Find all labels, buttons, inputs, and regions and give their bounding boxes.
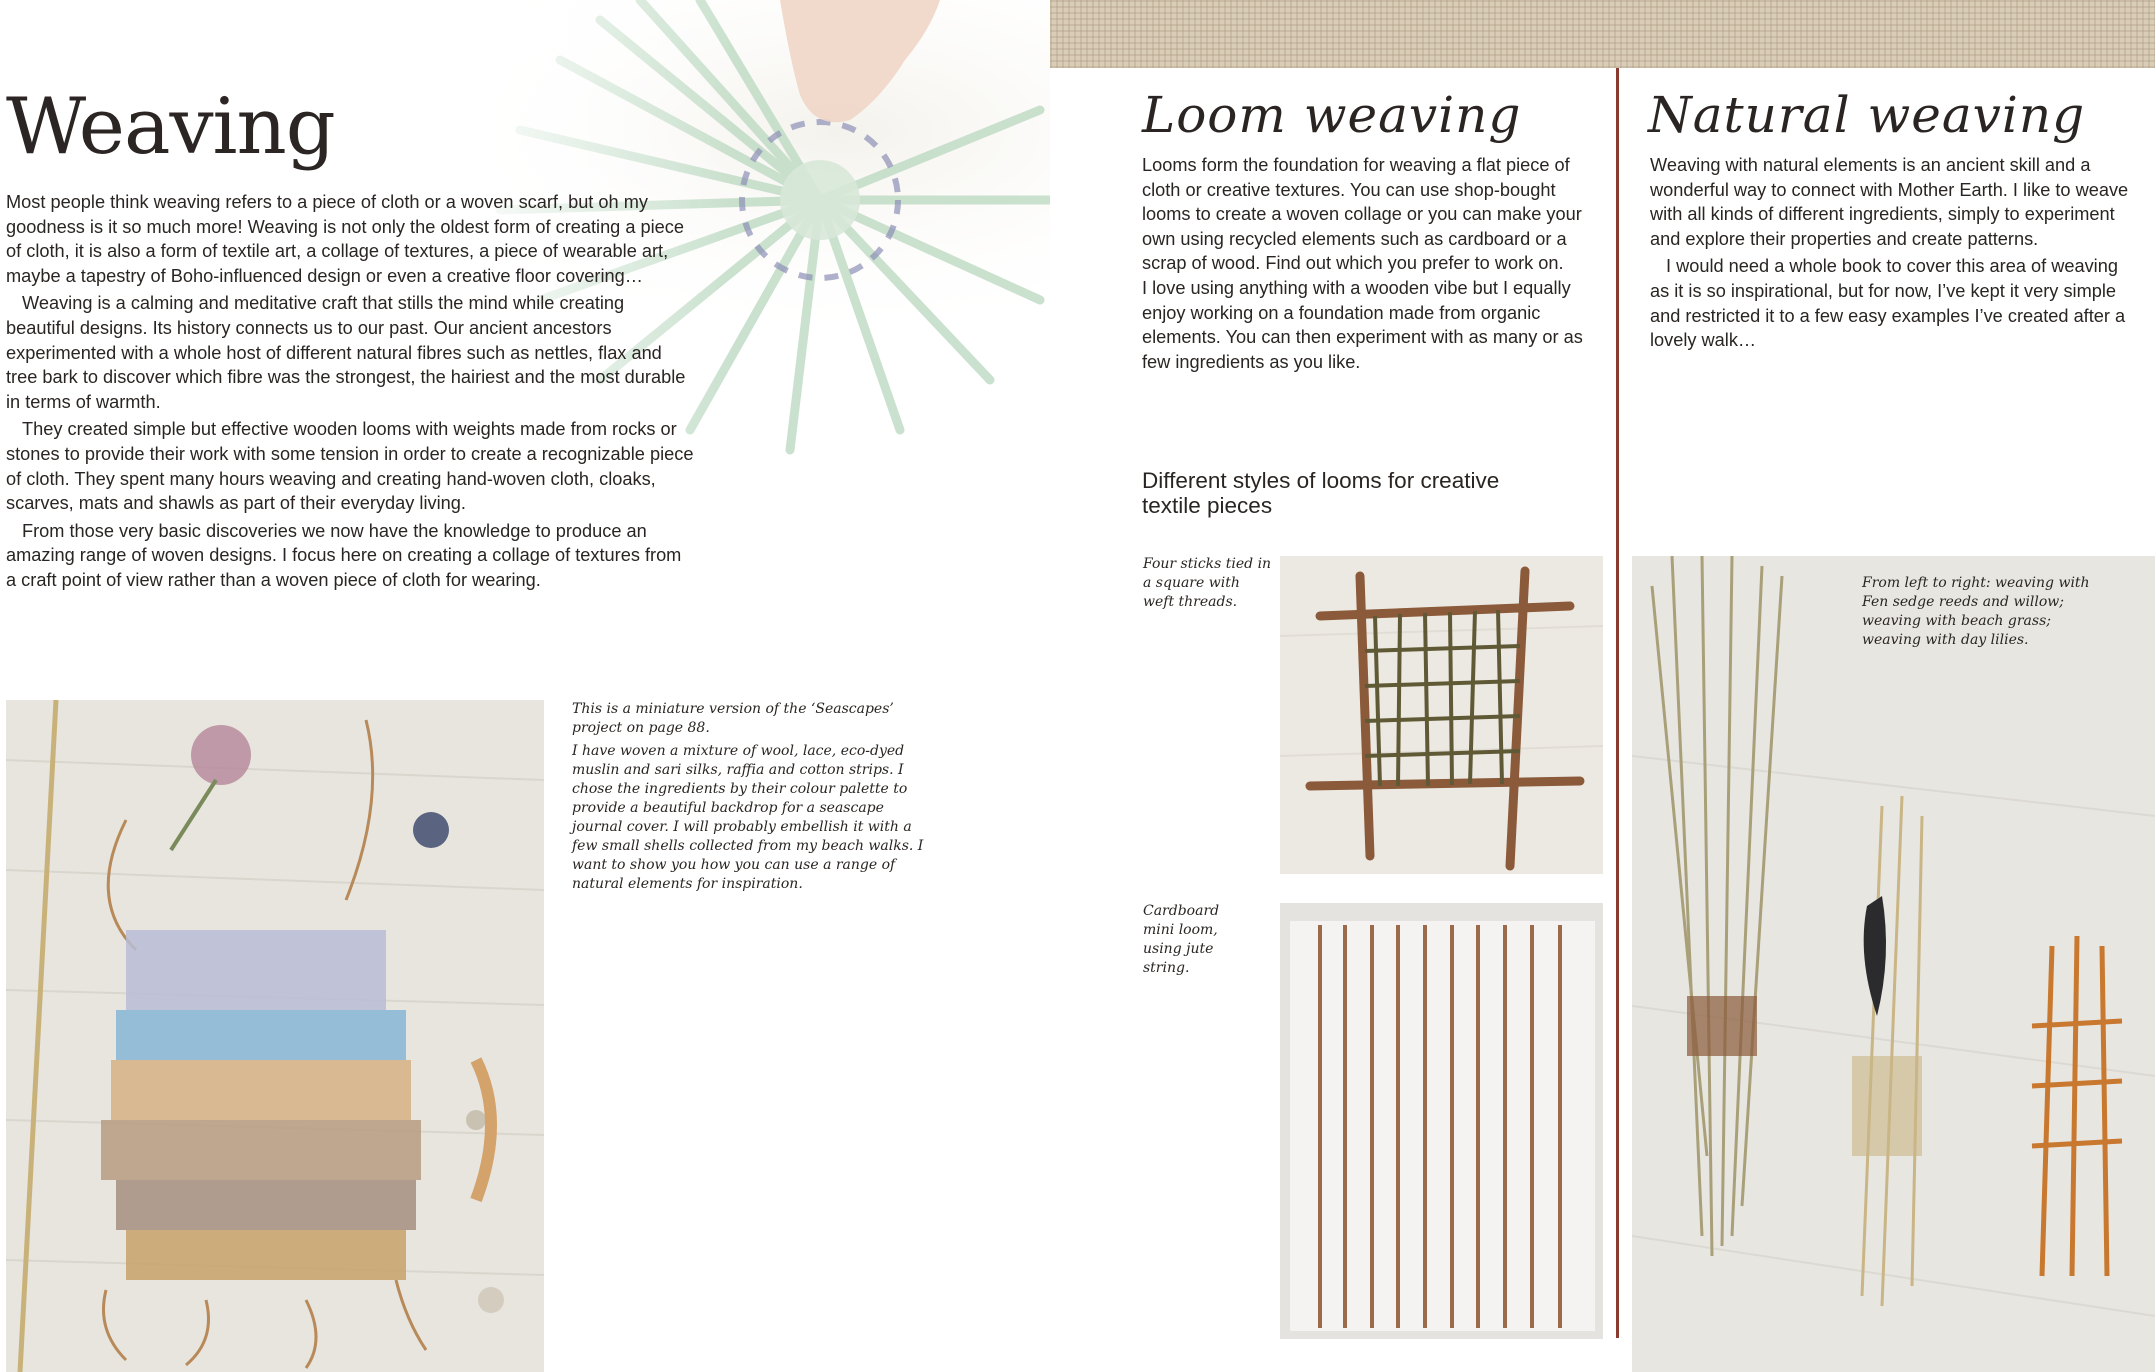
seascape-weaving-photo <box>6 700 544 1372</box>
sticks-loom-caption: Four sticks tied in a square with weft threads. <box>1143 556 1272 610</box>
intro-paragraph: They created simple but effective wooden looms with weights made from rocks or stones to provide their work with some tension in order to create a recognizable piece of cloth. They spent many hours weaving and creating hand-woven cloth, cloaks, scarves, mats and shawls as part of their everyday living. <box>6 419 694 514</box>
seascape-caption <box>572 700 927 898</box>
natural-paragraph: Weaving with natural elements is an ancient skill and a wonderful way to connect with Mother Earth. I like to weave with all kinds of different ingredients, simply to experiment and explore their properties and create patterns. <box>1650 155 2129 249</box>
column-divider <box>1616 68 1619 1338</box>
intro-paragraph: Most people think weaving refers to a piece of cloth or a woven scarf, but oh my goodness is it so much more! Weaving is not only the oldest form of creating a piece of cloth, it is also a form of textile art, a collage of textures, a piece of wearable art, maybe a tapestry of Boho-influenced design or even a creative floor covering… <box>6 192 684 286</box>
loom-paragraph: I love using anything with a wooden vibe but I equally enjoy working on a foundation made from organic elements. You can then experiment with as many or as few ingredients as you like. <box>1142 277 1583 372</box>
loom-weaving-text <box>1142 153 1602 374</box>
loom-weaving-heading: Loom weaving <box>1142 86 1522 144</box>
cardboard-loom-photo <box>1280 903 1603 1339</box>
natural-weaving-text <box>1650 153 2130 353</box>
stick-loom-photo <box>1280 556 1603 874</box>
intro-text <box>6 190 696 593</box>
intro-paragraph: From those very basic discoveries we now have the knowledge to produce an amazing range of woven designs. I focus here on creating a collage of textures from a craft point of view rather than a woven piece of cloth for wearing. <box>6 520 682 590</box>
intro-paragraph: Weaving is a calming and meditative craft that stills the mind while creating beautiful designs. Its history connects us to our past. Our ancient ancestors experimented with a whole host of different natural fibres such as nettles, flax and tree bark to discover which fibre was the strongest, the hairiest and the most durable in terms of warmth. <box>6 293 686 412</box>
page-title: Weaving <box>6 82 335 172</box>
loom-styles-subheading: Different styles of looms for creative textile pieces <box>1142 468 1500 518</box>
cardboard-loom-caption: Cardboard mini loom, using jute string. <box>1143 903 1220 976</box>
seascape-caption-line: I have woven a mixture of wool, lace, eco-dyed muslin and sari silks, raffia and cotton strips. I chose the ingredients by their colour palette to provide a beautiful backdrop for a seascape journal cover. I will probably embellish it with a few small shells collected from my beach walks. I want to show you how you can use a range of natural elements for inspiration. <box>572 743 924 892</box>
natural-weaving-photo <box>1632 556 2155 1372</box>
loom-paragraph: Looms form the foundation for weaving a flat piece of cloth or creative textures. You can use shop-bought looms to create a woven collage or you can make your own using recycled elements such as cardboard or a scrap of wood. Find out which you prefer to work on. <box>1142 155 1582 274</box>
natural-photo-caption: From left to right: weaving with Fen sedge reeds and willow; weaving with beach grass; weaving with day lilies. <box>1862 575 2090 648</box>
seascape-caption-line: This is a miniature version of the ‘Seascapes’ project on page 88. <box>572 701 894 736</box>
natural-weaving-heading: Natural weaving <box>1648 86 2086 144</box>
natural-paragraph: I would need a whole book to cover this area of weaving as it is so inspirational, but for now, I’ve kept it very simple and restricted it to a few easy examples I’ve created after a lovely walk… <box>1650 256 2126 351</box>
burlap-texture-strip <box>1050 0 2155 68</box>
